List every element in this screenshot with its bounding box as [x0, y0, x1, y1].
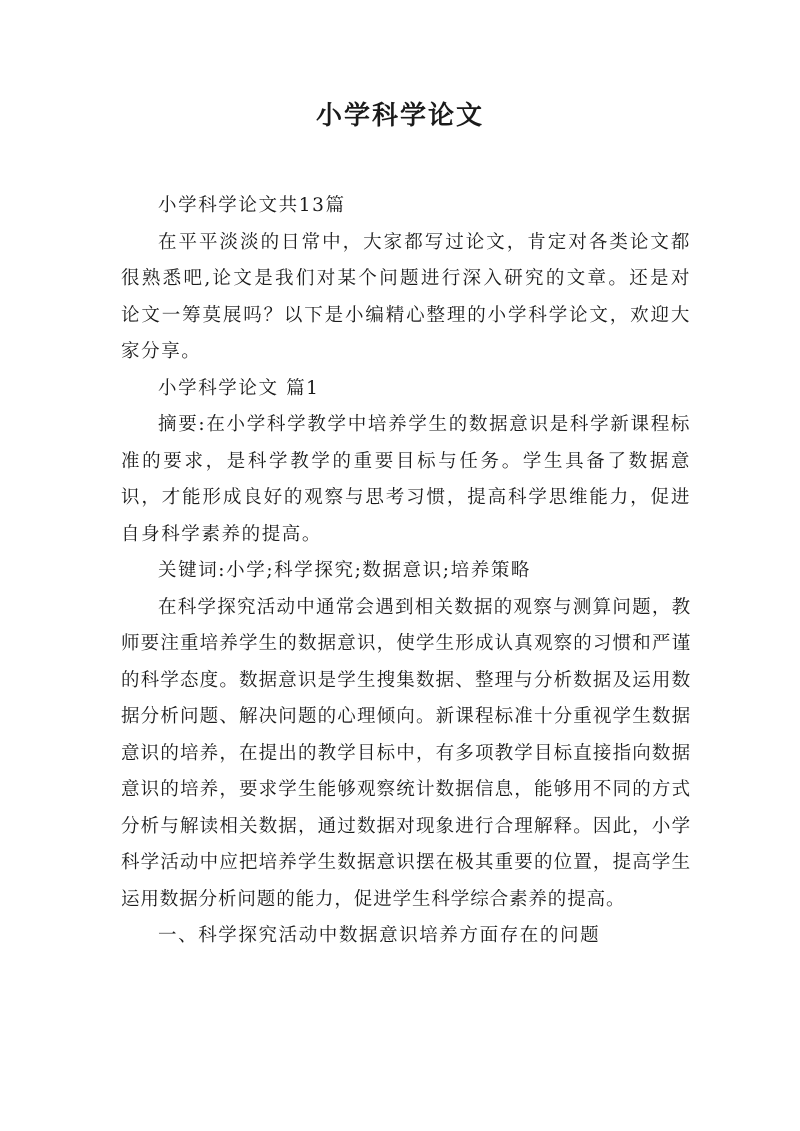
article-heading: 小学科学论文 篇1 [158, 377, 320, 399]
body-paragraph: 在科学探究活动中通常会遇到相关数据的观察与测算问题，教师要注重培养学生的数据意识，使学生形成认真观察的习惯和严谨的科学态度。数据意识是学生搜集数据、整理与分析数据及运用数据分析问题、解决问题的心理倾向。新课程标准十分重视学生数据意识的培养，在提出的教学目标中，有多项教学目标直接指向数据意识的培养，要求学生能够观察统计数据信息，能够用不同的方式分析与解读相关数据，通过数据对现象进行合理解释。因此，小学科学活动中应把培养学生数据意识摆在极其重要的位置，提高学生运用数据分析问题的能力，促进学生科学综合素养的提高。 [121, 596, 691, 910]
document-title: 小学科学论文 [315, 101, 484, 131]
intro-paragraph: 在平平淡淡的日常中，大家都写过论文，肯定对各类论文都很熟悉吧,论文是我们对某个问题进行深入研究的文章。还是对论文一筹莫展吗？以下是小编精心整理的小学科学论文，欢迎大家分享。 [121, 231, 691, 362]
collection-heading: 小学科学论文共13篇 [158, 195, 346, 216]
abstract-paragraph: 摘要:在小学科学教学中培养学生的数据意识是科学新课程标准的要求，是科学教学的重要目标与任务。学生具备了数据意识，才能形成良好的观察与思考习惯，提高科学思维能力，促进自身科学素养的提高。 [121, 414, 691, 545]
keywords-paragraph: 关键词:小学;科学探究;数据意识;培养策略 [158, 560, 532, 581]
document-body [121, 188, 691, 955]
section-heading: 一、科学探究活动中数据意识培养方面存在的问题 [158, 925, 601, 946]
